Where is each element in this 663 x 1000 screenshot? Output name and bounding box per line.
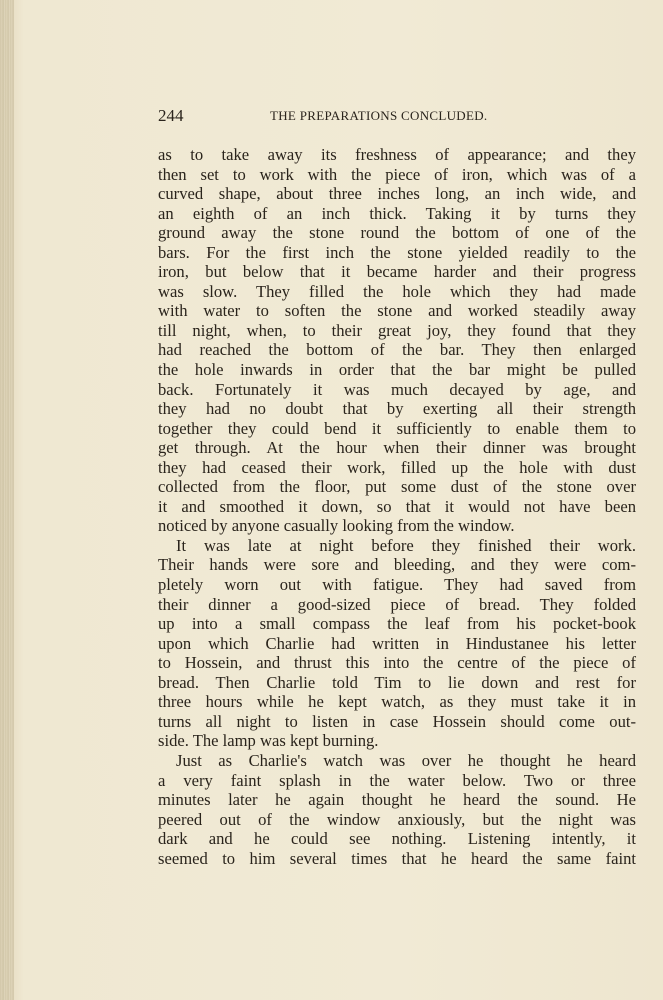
text-line: turns all night to listen in case Hossein should come out- (158, 711, 636, 731)
page-number: 244 (158, 106, 184, 125)
text-line: with water to soften the stone and worked steadily away (158, 301, 636, 321)
text-line: their dinner a good-sized piece of bread. They folded (158, 594, 636, 614)
text-line: seemed to him several times that he heard the same faint (158, 848, 636, 868)
body-text (158, 145, 636, 868)
text-line: it and smoothed it down, so that it would not have been (158, 496, 636, 516)
text-line: to Hossein, and thrust this into the centre of the piece of (158, 653, 636, 673)
text-line: It was late at night before they finished their work. (176, 535, 636, 555)
text-line: Just as Charlie's watch was over he thought he heard (176, 750, 636, 770)
text-line: dark and he could see nothing. Listening intently, it (158, 829, 636, 849)
text-line: pletely worn out with fatigue. They had saved from (158, 575, 636, 595)
text-line: side. The lamp was kept burning. (158, 731, 379, 751)
text-line: up into a small compass the leaf from his pocket-book (158, 614, 636, 634)
running-head: THE PREPARATIONS CONCLUDED. (270, 108, 488, 123)
text-line: noticed by anyone casually looking from the window. (158, 516, 515, 536)
text-line: minutes later he again thought he heard the sound. He (158, 790, 636, 810)
text-line: upon which Charlie had written in Hindustanee his letter (158, 633, 636, 653)
text-line: collected from the floor, put some dust of the stone over (158, 477, 636, 497)
text-line: till night, when, to their great joy, they found that they (158, 320, 636, 340)
page-header (158, 106, 638, 126)
text-line: get through. At the hour when their dinner was brought (158, 438, 636, 458)
text-line: together they could bend it sufficiently to enable them to (158, 418, 636, 438)
text-line: then set to work with the piece of iron, which was of a (158, 164, 636, 184)
text-line: was slow. They filled the hole which they had made (158, 281, 636, 301)
text-line: curved shape, about three inches long, an inch wide, and (158, 184, 636, 204)
text-line: three hours while he kept watch, as they must take it in (158, 692, 636, 712)
text-line: Their hands were sore and bleeding, and they were com- (158, 555, 636, 575)
text-line: back. Fortunately it was much decayed by age, and (158, 379, 636, 399)
text-line: ground away the stone round the bottom of one of the (158, 223, 636, 243)
text-line: an eighth of an inch thick. Taking it by turns they (158, 203, 636, 223)
text-line: as to take away its freshness of appearance; and they (158, 145, 636, 164)
text-line: had reached the bottom of the bar. They then enlarged (158, 340, 636, 360)
text-line: the hole inwards in order that the bar might be pulled (158, 360, 636, 380)
text-line: bread. Then Charlie told Tim to lie down and rest for (158, 672, 636, 692)
text-line: they had no doubt that by exerting all their strength (158, 399, 636, 419)
text-line: they had ceased their work, filled up the hole with dust (158, 457, 636, 477)
text-line: a very faint splash in the water below. Two or three (158, 770, 636, 790)
binding-edge (0, 0, 14, 1000)
text-line: iron, but below that it became harder and their progress (158, 262, 636, 282)
text-line: bars. For the first inch the stone yielded readily to the (158, 242, 636, 262)
text-line: peered out of the window anxiously, but the night was (158, 809, 636, 829)
